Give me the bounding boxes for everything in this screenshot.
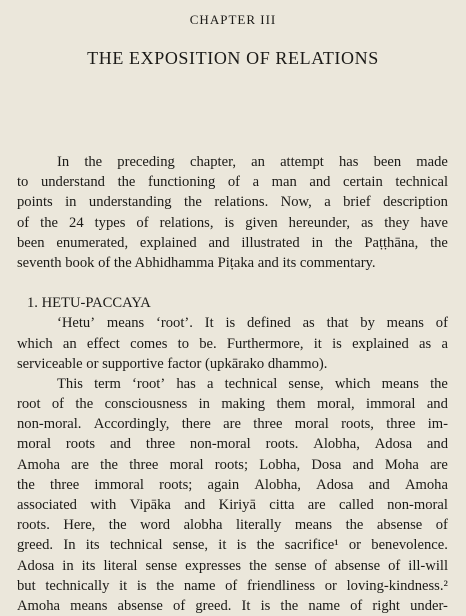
text-line: ‘Hetu’ means ‘root’. It is defined as that by means of bbox=[57, 315, 448, 332]
text-line: This term ‘root’ has a technical sense, which means the bbox=[57, 375, 448, 392]
text-line: of the 24 types of relations, is given hereunder, as they have bbox=[17, 214, 448, 231]
text-line: to understand the functioning of a man and certain technical bbox=[17, 174, 448, 191]
chapter-title: THE EXPOSITION OF RELATIONS bbox=[87, 48, 379, 68]
text-line: non-moral. Accordingly, there are three moral roots, three im- bbox=[17, 416, 448, 433]
chapter-label: CHAPTER III bbox=[189, 12, 277, 27]
text-line: been enumerated, explained and illustrated in the Paṭṭhāna, the bbox=[17, 234, 448, 251]
text-line: Amoha means absense of greed. It is the name of right under- bbox=[17, 597, 448, 614]
text-line: serviceable or supportive factor (upkārako dhammo). bbox=[17, 355, 328, 372]
text-line: Amoha are the three moral roots; Lobha, Dosa and Moha are bbox=[17, 456, 448, 473]
text-line: greed. In its technical sense, it is the sacrifice¹ or benevolence. bbox=[17, 537, 448, 554]
text-line: moral roots and three non-moral roots. Alobha, Adosa and bbox=[17, 436, 448, 453]
section-heading: 1. HETU-PACCAYA bbox=[27, 295, 151, 312]
text-line: roots. Here, the word alobha literally means the absense of bbox=[17, 517, 448, 534]
text-line: points in understanding the relations. Now, a brief description bbox=[17, 194, 448, 211]
text-line: the three immoral roots; again Alobha, Adosa and Amoha bbox=[17, 476, 448, 493]
text-line: associated with Vipāka and Kiriyā citta are called non-moral bbox=[17, 497, 448, 513]
text-line: seventh book of the Abhidhamma Piṭaka and its commentary. bbox=[17, 254, 376, 271]
text-line: Adosa in its literal sense expresses the sense of absense of ill-will bbox=[17, 557, 448, 574]
text-line: In the preceding chapter, an attempt has been made bbox=[57, 154, 448, 170]
text-line: but technically it is the name of friendliness or loving-kindness.² bbox=[17, 577, 448, 594]
text-line: which an effect comes to be. Furthermore, it is explained as a bbox=[17, 335, 448, 352]
text-line: root of the consciousness in making them moral, immoral and bbox=[17, 396, 448, 413]
body-text bbox=[17, 152, 448, 616]
